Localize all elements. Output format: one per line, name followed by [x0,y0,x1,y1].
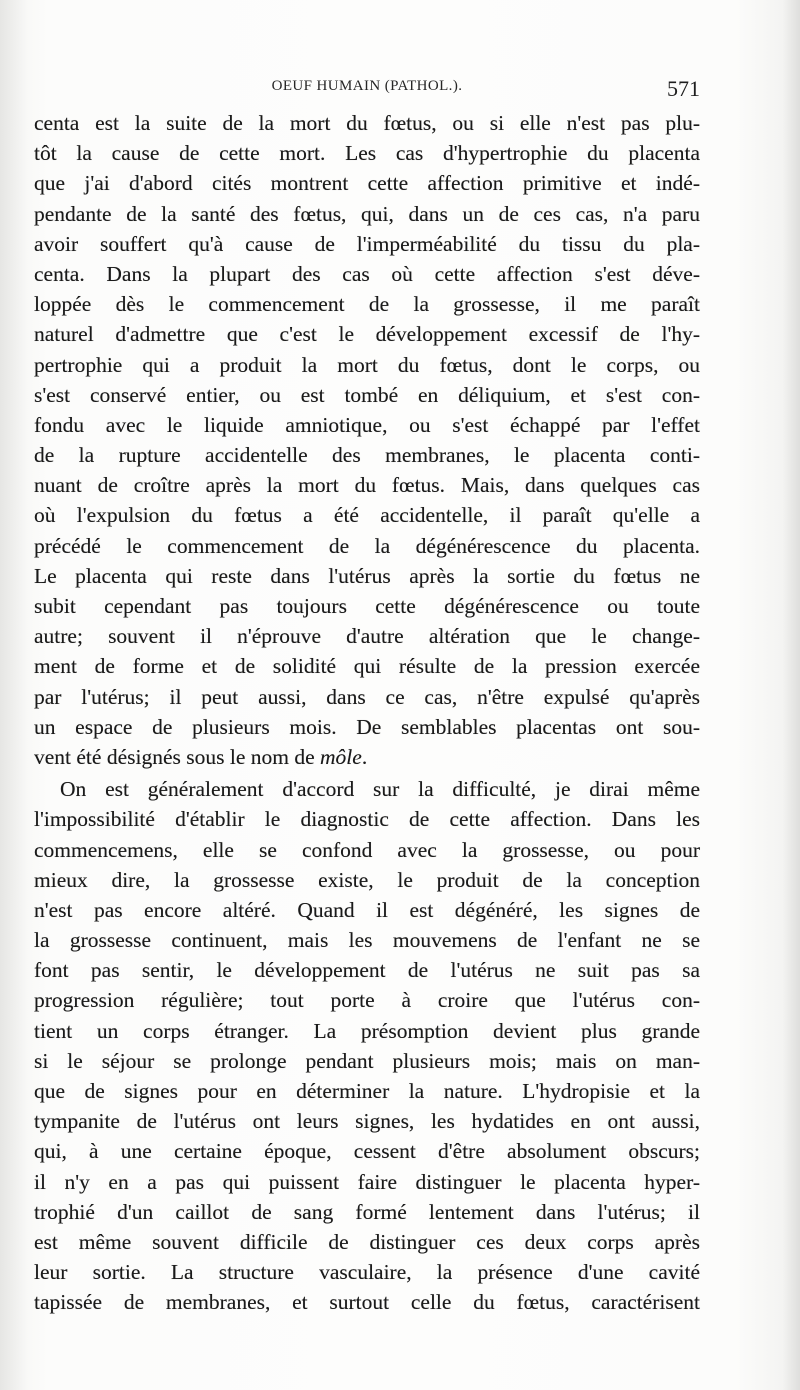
running-title: OEUF HUMAIN (PATHOL.). [271,78,463,94]
text-line: tôt la cause de cette mort. Les cas d'hypertrophie du placenta [34,141,700,166]
text-line-last [34,742,700,772]
paragraph-1 [34,108,700,772]
page-number: 571 [667,76,700,101]
text-line: tympanite de l'utérus ont leurs signes, les hydatides en ont aussi, [34,1109,700,1134]
text-line: Le placenta qui reste dans l'utérus après la sortie du fœtus ne [34,563,700,588]
text-line: par l'utérus; il peut aussi, dans ce cas, n'être expulsé qu'après [34,684,700,709]
text-line-indented: On est généralement d'accord sur la difficulté, je dirai même [60,777,700,802]
last-line-end: . [361,744,368,769]
text-line: n'est pas encore altéré. Quand il est dégénéré, les signes de [34,897,700,922]
text-line: s'est conservé entier, ou est tombé en déliquium, et s'est con- [34,382,700,407]
text-line: font pas sentir, le développement de l'utérus ne suit pas sa [34,958,700,983]
text-line: avoir souffert qu'à cause de l'imperméabilité du tissu du pla- [34,231,700,256]
italic-term: môle [320,744,362,769]
text-line: autre; souvent il n'éprouve d'autre altération que le change- [34,624,700,649]
text-line: de la rupture accidentelle des membranes, le placenta conti- [34,443,700,468]
text-line: tapissée de membranes, et surtout celle du fœtus, caractérisent [34,1290,700,1315]
text-line: naturel d'admettre que c'est le développement excessif de l'hy- [34,322,700,347]
text-line: loppée dès le commencement de la grossesse, il me paraît [34,292,700,317]
text-line: si le séjour se prolonge pendant plusieurs mois; mais on man- [34,1048,700,1073]
text-line: nuant de croître après la mort du fœtus. Mais, dans quelques cas [34,473,700,498]
text-line: un espace de plusieurs mois. De semblables placentas ont sou- [34,714,700,739]
text-line: il n'y en a pas qui puissent faire distinguer le placenta hyper- [34,1169,700,1194]
text-line: l'impossibilité d'établir le diagnostic de cette affection. Dans les [34,807,700,832]
text-line: la grossesse continuent, mais les mouvemens de l'enfant ne se [34,928,700,953]
text-line: que de signes pour en déterminer la nature. L'hydropisie et la [34,1079,700,1103]
text-line: précédé le commencement de la dégénérescence du placenta. [34,533,700,558]
page-header [34,76,700,106]
text-line: est même souvent difficile de distinguer ces deux corps après [34,1229,700,1254]
text-line: pertrophie qui a produit la mort du fœtus, dont le corps, ou [34,352,700,377]
text-line: pendante de la santé des fœtus, qui, dans un de ces cas, n'a paru [34,201,700,226]
paragraph-2 [34,774,700,1317]
text-line: fondu avec le liquide amniotique, ou s'est échappé par l'effet [34,412,700,437]
text-line: mieux dire, la grossesse existe, le produit de la conception [34,867,700,892]
text-line: trophié d'un caillot de sang formé lentement dans l'utérus; il [34,1199,700,1224]
text-line: centa est la suite de la mort du fœtus, ou si elle n'est pas plu- [34,111,700,135]
text-line: centa. Dans la plupart des cas où cette affection s'est déve- [34,261,700,286]
text-line: commencemens, elle se confond avec la grossesse, ou pour [34,837,700,862]
text-line: qui, à une certaine époque, cessent d'être absolument obscurs; [34,1139,700,1164]
text-line: où l'expulsion du fœtus a été accidentelle, il paraît qu'elle a [34,503,700,528]
text-line: progression régulière; tout porte à croire que l'utérus con- [34,988,700,1013]
text-line: subit cependant pas toujours cette dégénérescence ou toute [34,594,700,618]
body-text [34,108,700,1318]
text-line: leur sortie. La structure vasculaire, la présence d'une cavité [34,1260,700,1285]
text-line: que j'ai d'abord cités montrent cette affection primitive et indé- [34,171,700,196]
text-line: tient un corps étranger. La présomption devient plus grande [34,1018,700,1043]
text-line: ment de forme et de solidité qui résulte de la pression exercée [34,654,700,679]
last-line-text: vent été désignés sous le nom de [34,744,321,769]
